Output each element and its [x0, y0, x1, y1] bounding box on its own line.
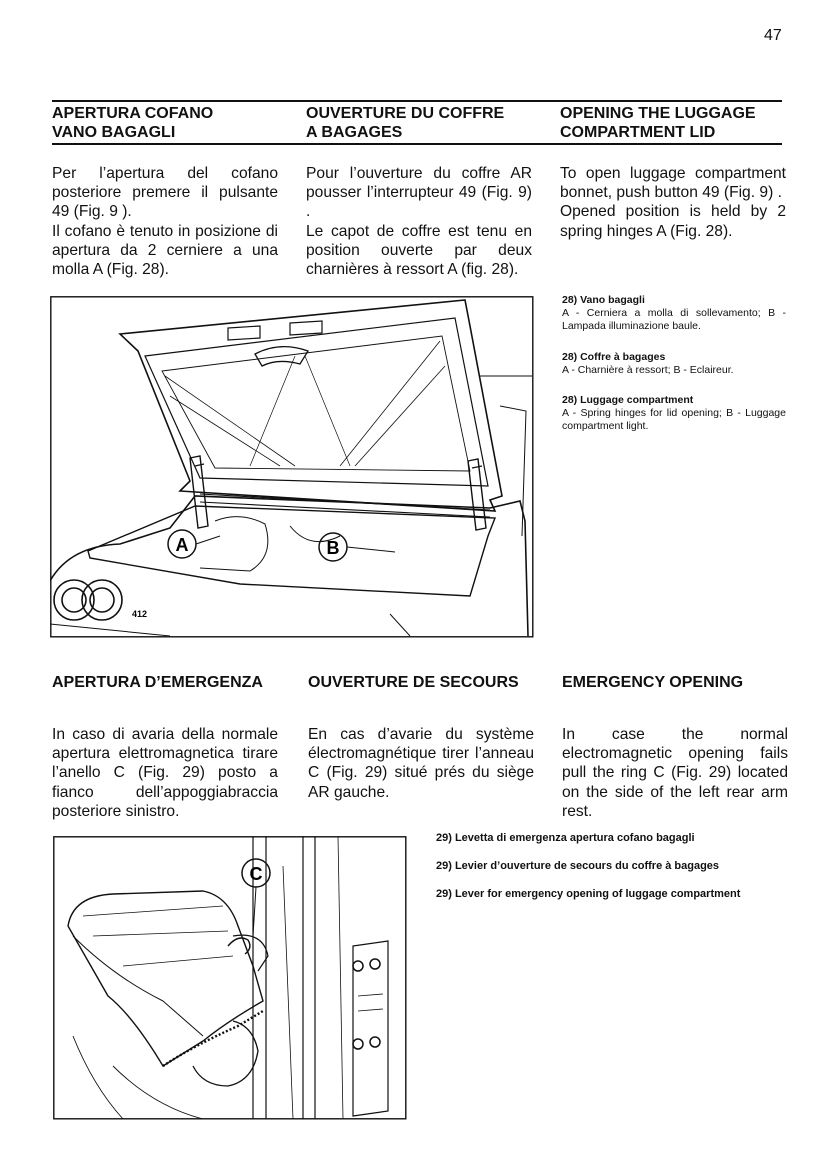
model-badge: 412: [132, 609, 148, 619]
paragraph: Per l’apertura del cofano posteriore premere il pulsante 49 (Fig. 9 ).: [52, 165, 278, 221]
figure-29-emergency-lever-illustration: [53, 836, 407, 1120]
caption-title: 28) Vano bagagli: [562, 294, 645, 306]
heading-french-emergency: OUVERTURE DE SECOURS: [308, 674, 519, 691]
heading-line: A BAGAGES: [306, 124, 403, 141]
body-english-emergency: [562, 725, 788, 821]
paragraph: Pour l’ouverture du coffre AR pousser l’interrupteur 49 (Fig. 9) .: [306, 165, 532, 221]
page-number: 47: [764, 27, 782, 44]
body-italian-opening: [52, 164, 278, 279]
heading-line: COMPARTMENT LID: [560, 124, 716, 141]
figure-29-caption-italian: 29) Levetta di emergenza apertura cofano bagagli: [436, 832, 695, 844]
label-c: C: [249, 864, 263, 884]
figure-29-caption-french: 29) Levier d’ouverture de secours du coffre à bagages: [436, 860, 720, 872]
heading-line: OPENING THE LUGGAGE: [560, 105, 756, 122]
caption-text: A - Cerniera a molla di sollevamento; B - Lampada illuminazione baule.: [562, 307, 786, 332]
header-top-rule: [52, 100, 782, 102]
heading-english-opening: [560, 104, 790, 142]
label-a: A: [175, 535, 189, 555]
figure-28-caption-italian: [562, 294, 786, 333]
body-english-opening: [560, 164, 786, 241]
body-french-emergency: [308, 725, 534, 802]
heading-french-opening: [306, 104, 546, 142]
caption-title: 28) Coffre à bagages: [562, 351, 666, 363]
caption-text: A - Spring hinges for lid opening; B - Luggage compartment light.: [562, 407, 786, 432]
paragraph: Le capot de coffre est tenu en position ouverte par deux charnières à ressort A (fig. 28).: [306, 222, 532, 279]
paragraph: Opened position is held by 2 spring hinges A (Fig. 28).: [560, 203, 786, 240]
heading-line: OUVERTURE DU COFFRE: [306, 105, 505, 122]
label-b: B: [326, 538, 340, 558]
paragraph: To open luggage compartment bonnet, push button 49 (Fig. 9) .: [560, 165, 786, 202]
heading-line: VANO BAGAGLI: [52, 124, 176, 141]
body-italian-emergency: [52, 725, 278, 821]
caption-title: 28) Luggage compartment: [562, 394, 694, 406]
paragraph: Il cofano è tenuto in posizione di apertura da 2 cerniere a una molla A (Fig. 28).: [52, 222, 278, 279]
paragraph: In case the normal electromagnetic opening fails pull the ring C (Fig. 29) located on the side of the left rear arm rest.: [562, 726, 788, 820]
figure-28-caption-french: [562, 351, 786, 377]
heading-english-emergency: EMERGENCY OPENING: [562, 674, 744, 691]
figure-29-caption-english: 29) Lever for emergency opening of luggage compartment: [436, 888, 741, 900]
heading-italian-emergency: APERTURA D’EMERGENZA: [52, 674, 263, 691]
body-french-opening: [306, 164, 532, 279]
paragraph: In caso di avaria della normale apertura elettromagnetica tirare l’anello C (Fig. 29) posto a fianco dell’appoggiabraccia posteriore sinistro.: [52, 726, 278, 820]
heading-italian-opening: [52, 104, 292, 142]
figure-28-caption-english: [562, 394, 786, 433]
figure-28-luggage-compartment-illustration: [50, 296, 534, 638]
heading-line: APERTURA COFANO: [52, 105, 214, 122]
caption-text: A - Charnière à ressort; B - Eclaireur.: [562, 364, 734, 376]
header-bottom-rule: [52, 143, 782, 145]
paragraph: En cas d’avarie du système électromagnétique tirer l’anneau C (Fig. 29) situé prés du siège AR gauche.: [308, 726, 534, 801]
